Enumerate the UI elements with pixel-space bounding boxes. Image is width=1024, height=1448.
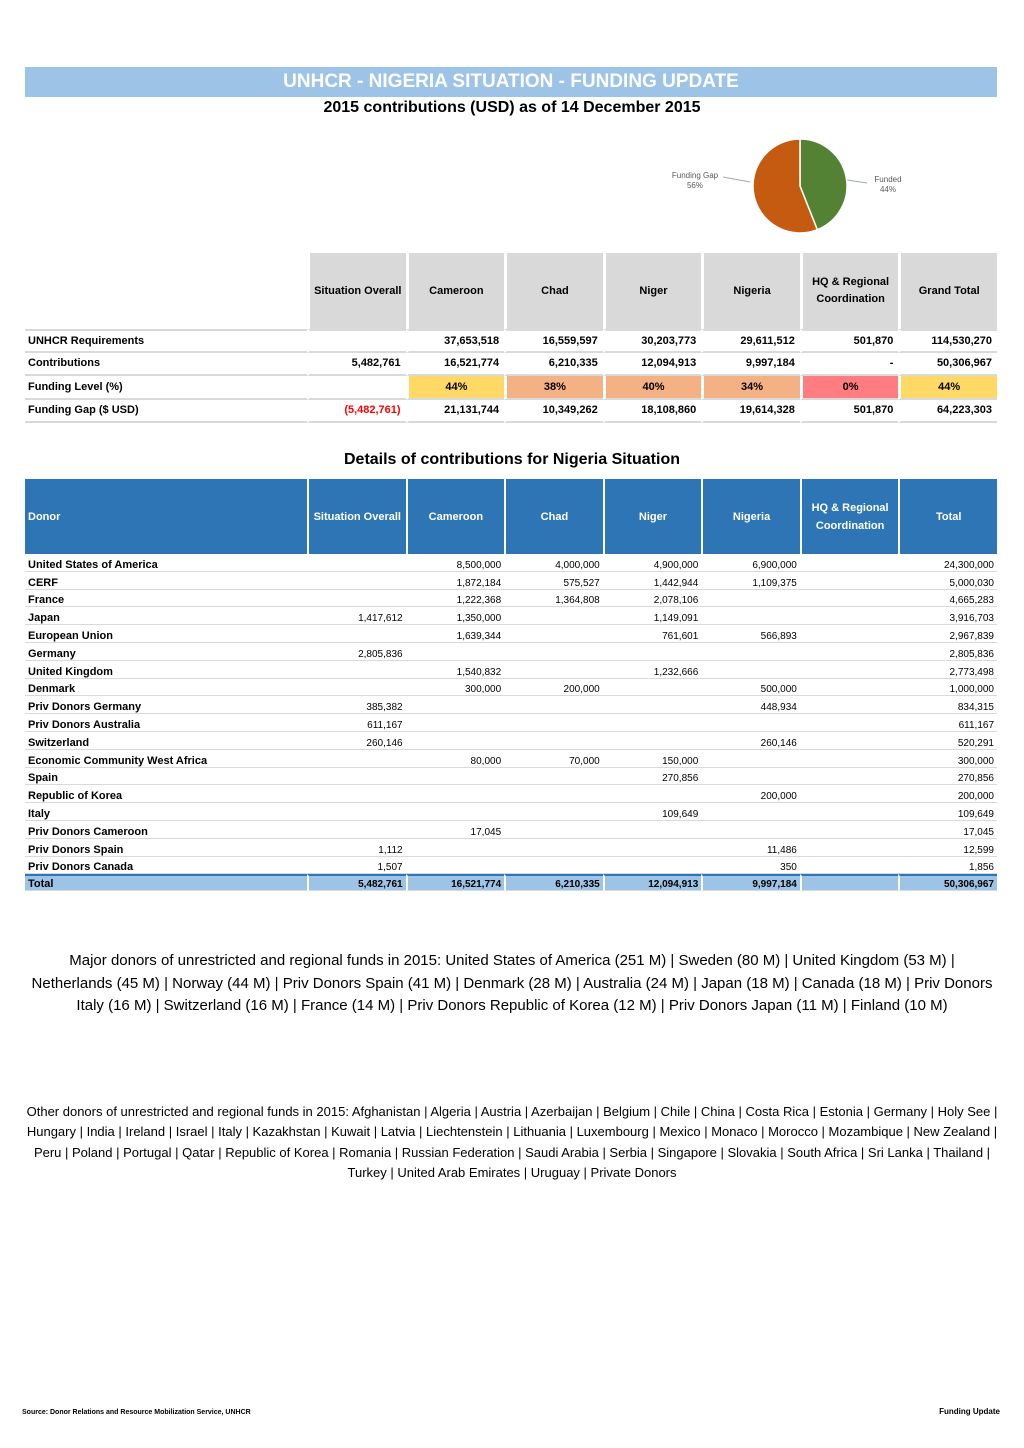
summary-cell [307,376,406,400]
donor-name: European Union [25,625,307,643]
donor-name: Spain [25,768,307,786]
details-cell: 150,000 [603,750,702,768]
donor-name: CERF [25,572,307,590]
summary-cell [307,329,406,353]
donor-name: United Kingdom [25,661,307,679]
details-cell [504,821,603,839]
donor-name: France [25,590,307,608]
report-banner: UNHCR - NIGERIA SITUATION - FUNDING UPDATE [25,67,997,97]
donor-name: Italy [25,803,307,821]
details-cell: 2,805,836 [898,643,997,661]
details-row [25,750,997,768]
details-cell: 5,000,030 [898,572,997,590]
details-row [25,732,997,750]
details-row [25,590,997,608]
details-cell: 448,934 [701,696,800,714]
summary-cell: 19,614,328 [701,400,800,424]
details-cell [603,643,702,661]
details-cell [800,750,899,768]
source-note: Source: Donor Relations and Resource Mobilization Service, UNHCR [22,1409,251,1416]
summary-cell: (5,482,761) [307,400,406,424]
summary-row [25,400,997,424]
donor-name: Republic of Korea [25,785,307,803]
details-cell [406,714,505,732]
details-cell: 1,000,000 [898,679,997,697]
donor-name: Economic Community West Africa [25,750,307,768]
details-cell: 24,300,000 [898,554,997,572]
summary-cell: 9,997,184 [701,353,800,377]
pie-label-funded-name: Funded [874,175,902,184]
details-cell [504,785,603,803]
details-total-row [25,874,997,891]
details-header-hq: HQ & Regional Coordination [800,479,899,554]
details-row [25,803,997,821]
details-cell: 834,315 [898,696,997,714]
details-table [25,479,997,891]
details-cell [603,857,702,875]
summary-table [25,253,997,423]
summary-cell: 21,131,744 [406,400,505,424]
details-row [25,714,997,732]
summary-row [25,376,997,400]
details-cell: 1,222,368 [406,590,505,608]
details-cell: 1,350,000 [406,607,505,625]
details-header-row [25,479,997,554]
details-cell [504,857,603,875]
donor-name: Switzerland [25,732,307,750]
summary-cell: 50,306,967 [898,353,997,377]
report-subtitle: 2015 contributions (USD) as of 14 December 2015 [323,99,701,116]
details-cell: 1,149,091 [603,607,702,625]
donor-name: Germany [25,643,307,661]
details-cell: 17,045 [406,821,505,839]
details-cell [701,768,800,786]
details-cell [800,821,899,839]
details-cell: 2,967,839 [898,625,997,643]
summary-row-label: Funding Gap ($ USD) [25,400,307,424]
summary-row-label: Contributions [25,353,307,377]
details-cell: 70,000 [504,750,603,768]
details-header-niger: Niger [603,479,702,554]
details-cell [406,696,505,714]
pie-label-funded-value: 44% [879,185,896,194]
details-cell: 270,856 [603,768,702,786]
details-cell: 270,856 [898,768,997,786]
total-cell: 16,521,774 [406,874,505,891]
details-cell [800,590,899,608]
details-header-nigeria: Nigeria [701,479,800,554]
details-cell: 260,146 [307,732,406,750]
summary-header-situation: Situation Overall [307,253,406,329]
details-cell: 350 [701,857,800,875]
total-label: Total [25,874,307,891]
details-row [25,679,997,697]
details-cell: 260,146 [701,732,800,750]
details-cell: 109,649 [603,803,702,821]
details-row [25,768,997,786]
details-header-donor: Donor [25,479,307,554]
details-row [25,625,997,643]
summary-cell: 64,223,303 [898,400,997,424]
details-row [25,661,997,679]
details-cell: 300,000 [898,750,997,768]
details-cell: 200,000 [701,785,800,803]
details-header-chad: Chad [504,479,603,554]
summary-header-cameroon: Cameroon [406,253,505,329]
footer-label: Funding Update [939,1407,1000,1416]
details-cell [800,696,899,714]
details-cell [307,590,406,608]
details-cell: 1,109,375 [701,572,800,590]
details-cell [603,821,702,839]
donor-name: Priv Donors Australia [25,714,307,732]
summary-cell: 12,094,913 [603,353,702,377]
details-cell [504,714,603,732]
details-cell [406,857,505,875]
details-cell: 109,649 [898,803,997,821]
summary-cell: 6,210,335 [504,353,603,377]
summary-cell: 5,482,761 [307,353,406,377]
summary-cell: 16,521,774 [406,353,505,377]
details-cell [800,857,899,875]
details-cell: 1,856 [898,857,997,875]
details-cell [800,679,899,697]
details-row [25,607,997,625]
details-cell [307,625,406,643]
details-cell [504,625,603,643]
summary-cell: 40% [603,376,702,400]
details-cell: 200,000 [504,679,603,697]
summary-cell: 10,349,262 [504,400,603,424]
details-cell [406,732,505,750]
summary-header-chad: Chad [504,253,603,329]
details-cell [504,607,603,625]
details-header-total: Total [898,479,997,554]
details-row [25,643,997,661]
total-cell: 5,482,761 [307,874,406,891]
details-cell [800,768,899,786]
summary-cell: - [800,353,899,377]
summary-cell: 501,870 [800,400,899,424]
details-row [25,839,997,857]
total-cell [800,874,899,891]
pie-label-gap [666,171,724,191]
details-cell: 575,527 [504,572,603,590]
details-cell: 1,507 [307,857,406,875]
details-cell: 17,045 [898,821,997,839]
details-cell: 200,000 [898,785,997,803]
donor-name: Priv Donors Canada [25,857,307,875]
pie-label-funded [863,175,913,195]
details-cell [603,839,702,857]
details-cell [701,661,800,679]
details-cell [800,554,899,572]
total-cell: 12,094,913 [603,874,702,891]
details-cell [800,643,899,661]
details-row [25,554,997,572]
summary-row [25,353,997,377]
details-cell [603,732,702,750]
details-cell [800,607,899,625]
details-cell: 2,805,836 [307,643,406,661]
summary-cell: 30,203,773 [603,329,702,353]
total-cell: 50,306,967 [898,874,997,891]
donor-name: Denmark [25,679,307,697]
details-cell: 385,382 [307,696,406,714]
summary-row-label: Funding Level (%) [25,376,307,400]
details-cell: 8,500,000 [406,554,505,572]
summary-header-blank [25,253,307,329]
pie-label-gap-name: Funding Gap [671,171,719,180]
details-cell: 4,000,000 [504,554,603,572]
details-cell [701,590,800,608]
details-cell: 761,601 [603,625,702,643]
details-cell [504,643,603,661]
details-cell [307,750,406,768]
summary-cell: 16,559,597 [504,329,603,353]
details-cell: 1,364,808 [504,590,603,608]
details-cell [307,661,406,679]
details-row [25,572,997,590]
donor-name: Priv Donors Spain [25,839,307,857]
details-cell [800,803,899,821]
details-cell [701,607,800,625]
details-cell [307,679,406,697]
summary-cell: 0% [800,376,899,400]
total-cell: 9,997,184 [701,874,800,891]
details-cell: 2,773,498 [898,661,997,679]
details-cell [701,750,800,768]
details-cell [307,803,406,821]
details-cell [307,785,406,803]
other-donors-text: Other donors of unrestricted and regional funds in 2015: Afghanistan | Algeria | Austria | Azerbaijan | Belgium | Chile | China | Costa Rica | Estonia | Germany | Holy See | Hungary | India | Ireland | Israel | Italy | Kazakhstan | Kuwait | Latvia | Liechtenstein | Lithuania | Luxembourg | Mexico | Monaco | Morocco | Mozambique | New Zealand | Peru | Poland | Portugal | Qatar | Republic of Korea | Romania | Russian Federation | Saudi Arabia | Serbia | Singapore | Slovakia | South Africa | Sri Lanka | Thailand | Turkey | United Arab Emirates | Uruguay | Private Donors [26,1104,998,1180]
details-cell [406,839,505,857]
details-cell: 11,486 [701,839,800,857]
details-cell: 1,417,612 [307,607,406,625]
gap-leader-line [723,177,750,182]
details-cell [800,714,899,732]
donor-name: United States of America [25,554,307,572]
details-cell [603,679,702,697]
details-cell [701,803,800,821]
summary-cell: 34% [701,376,800,400]
details-cell: 500,000 [701,679,800,697]
donor-name: Priv Donors Cameroon [25,821,307,839]
total-cell: 6,210,335 [504,874,603,891]
details-cell: 611,167 [898,714,997,732]
summary-cell: 501,870 [800,329,899,353]
details-cell [800,839,899,857]
details-cell [603,785,702,803]
details-cell: 520,291 [898,732,997,750]
details-cell [603,714,702,732]
summary-cell: 114,530,270 [898,329,997,353]
details-cell: 4,665,283 [898,590,997,608]
summary-header-row [25,253,997,329]
details-cell [406,768,505,786]
details-cell [800,785,899,803]
summary-cell: 44% [898,376,997,400]
details-cell: 6,900,000 [701,554,800,572]
summary-cell: 18,108,860 [603,400,702,424]
summary-cell: 44% [406,376,505,400]
details-cell [701,821,800,839]
details-row [25,857,997,875]
details-cell [504,732,603,750]
summary-header-nigeria: Nigeria [701,253,800,329]
details-cell: 1,442,944 [603,572,702,590]
details-cell: 300,000 [406,679,505,697]
details-cell [504,839,603,857]
details-cell: 1,112 [307,839,406,857]
summary-cell: 38% [504,376,603,400]
summary-header-hq: HQ & Regional Coordination [800,253,899,329]
details-cell [701,643,800,661]
details-header-situation: Situation Overall [307,479,406,554]
details-cell [406,643,505,661]
details-cell [800,661,899,679]
summary-header-niger: Niger [603,253,702,329]
summary-header-total: Grand Total [898,253,997,329]
details-cell [800,625,899,643]
details-cell: 566,893 [701,625,800,643]
details-cell [504,661,603,679]
details-cell [504,696,603,714]
donor-name: Japan [25,607,307,625]
summary-row [25,329,997,353]
details-cell [800,572,899,590]
summary-cell: 37,653,518 [406,329,505,353]
details-cell: 4,900,000 [603,554,702,572]
details-cell [307,821,406,839]
details-cell [701,714,800,732]
details-cell [307,768,406,786]
major-donors-text: Major donors of unrestricted and regional funds in 2015: United States of America (251 M) | Sweden (80 M) | United Kingdom (53 M) | Netherlands (45 M) | Norway (44 M) | Priv Donors Spain (41 M) | Denmark (28 M) | Australia (24 M) | Japan (18 M) | Canada (18 M) | Priv Donors Italy (16 M) | Switzerland (16 M) | France (14 M) | Priv Donors Republic of Korea (12 M) | Priv Donors Japan (11 M) | Finland (10 M) [31,952,993,1014]
funding-pie-chart [660,135,920,235]
details-title: Details of contributions for Nigeria Situation [343,451,680,468]
details-cell: 1,872,184 [406,572,505,590]
summary-row-label: UNHCR Requirements [25,329,307,353]
details-cell [800,732,899,750]
details-cell: 1,639,344 [406,625,505,643]
details-cell [406,803,505,821]
details-row [25,821,997,839]
details-cell: 2,078,106 [603,590,702,608]
details-cell [406,785,505,803]
details-cell [504,803,603,821]
details-cell: 12,599 [898,839,997,857]
details-row [25,696,997,714]
details-cell: 1,540,832 [406,661,505,679]
details-cell [504,768,603,786]
details-header-cameroon: Cameroon [406,479,505,554]
details-cell [603,696,702,714]
details-cell: 611,167 [307,714,406,732]
details-cell: 1,232,666 [603,661,702,679]
details-cell [307,572,406,590]
pie-label-gap-value: 56% [686,181,703,190]
details-cell: 80,000 [406,750,505,768]
details-cell [307,554,406,572]
donor-name: Priv Donors Germany [25,696,307,714]
details-cell: 3,916,703 [898,607,997,625]
summary-cell: 29,611,512 [701,329,800,353]
details-row [25,785,997,803]
